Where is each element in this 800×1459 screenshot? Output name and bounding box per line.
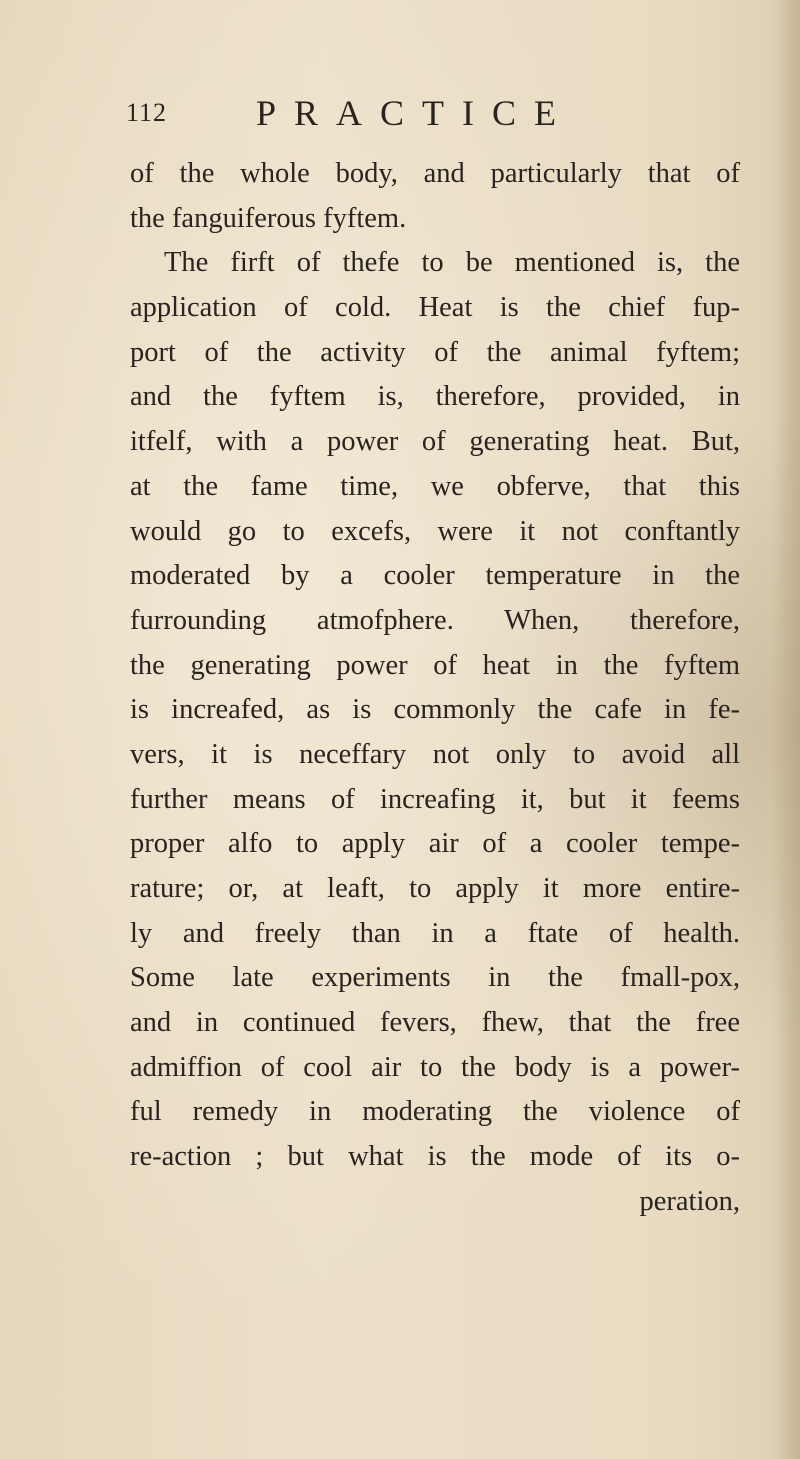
- body-text: [130, 152, 740, 1225]
- text-line: proper alfo to apply air of a cooler tempe-: [130, 828, 740, 860]
- page-edge-shadow: [772, 0, 800, 1459]
- text-line: further means of increafing it, but it feems: [130, 783, 740, 815]
- text-line: port of the activity of the animal fyftem;: [130, 336, 740, 368]
- running-title: PRACTICE: [256, 93, 575, 133]
- running-head: [126, 92, 746, 132]
- text-line: at the fame time, we obferve, that this: [130, 470, 740, 502]
- text-line: is increafed, as is commonly the cafe in fe-: [130, 694, 740, 726]
- text-line: rature; or, at leaft, to apply it more entire-: [130, 873, 740, 904]
- text-line: and the fyftem is, therefore, provided, in: [130, 381, 740, 413]
- text-line: would go to excefs, were it not conftantly: [130, 515, 740, 547]
- text-line: Some late experiments in the fmall-pox,: [130, 962, 740, 994]
- text-line: the generating power of heat in the fyftem: [130, 649, 740, 681]
- text-line: re-action ; but what is the mode of its o-: [130, 1141, 740, 1173]
- text-line: vers, it is neceffary not only to avoid all: [130, 738, 740, 770]
- text-line: application of cold. Heat is the chief fup-: [130, 292, 740, 324]
- text-line: and in continued fevers, fhew, that the free: [130, 1007, 740, 1039]
- text-line: moderated by a cooler temperature in the: [130, 560, 740, 592]
- text-line: the fanguiferous fyftem.: [130, 202, 407, 234]
- text-line: of the whole body, and particularly that of: [130, 158, 740, 189]
- text-line: The firft of thefe to be mentioned is, the: [164, 247, 740, 279]
- text-line: itfelf, with a power of generating heat. But,: [130, 426, 740, 458]
- page-number: 112: [126, 98, 168, 127]
- text-line: ly and freely than in a ftate of health.: [130, 917, 740, 949]
- text-line: ful remedy in moderating the violence of: [130, 1096, 740, 1128]
- catchword: peration,: [639, 1185, 740, 1217]
- text-line: furrounding atmofphere. When, therefore,: [130, 604, 740, 636]
- text-line: admiffion of cool air to the body is a power-: [130, 1051, 740, 1083]
